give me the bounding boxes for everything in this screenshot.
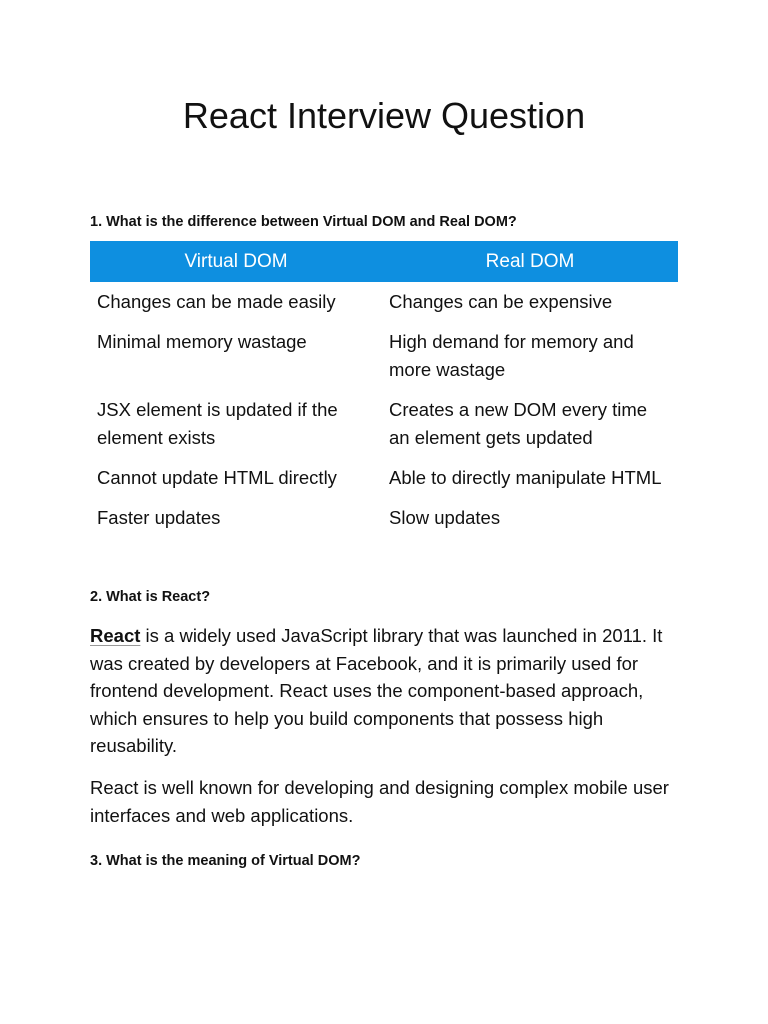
page-title: React Interview Question: [182, 95, 586, 136]
table-header-real-dom: Real DOM: [382, 241, 678, 282]
react-answer-paragraph-2: React is well known for developing and designing complex mobile user interfaces and web applications.: [90, 777, 669, 826]
table-cell: Cannot update HTML directly: [97, 467, 337, 488]
table-row: [90, 458, 678, 498]
table-row: [90, 282, 678, 322]
table-cell: Faster updates: [97, 507, 221, 528]
react-answer-text: is a widely used JavaScript library that was launched in 2011. It was created by developers at Facebook, and it is primarily used for frontend development. React uses the component-based approach, which ensures to help you build components that possess high reusability.: [90, 625, 663, 756]
table-cell: Able to directly manipulate HTML: [389, 467, 662, 488]
table-header-virtual-dom: Virtual DOM: [90, 241, 382, 282]
react-answer-paragraph-1: [90, 622, 690, 760]
question-3-heading: 3. What is the meaning of Virtual DOM?: [90, 853, 361, 869]
comparison-table: [90, 241, 678, 538]
table-cell: Slow updates: [389, 507, 501, 528]
table-cell: High demand for memory and more wastage: [389, 331, 634, 380]
table-cell: Creates a new DOM every time an element gets updated: [389, 399, 648, 448]
question-2-heading: 2. What is React?: [90, 589, 211, 605]
table-header-row: [90, 241, 678, 282]
table-row: [90, 498, 678, 538]
table-cell: JSX element is updated if the element exists: [97, 399, 338, 448]
table-row: [90, 390, 678, 458]
table-cell: Changes can be made easily: [97, 291, 336, 312]
table-cell: Minimal memory wastage: [97, 331, 307, 352]
table-cell: Changes can be expensive: [389, 291, 613, 312]
react-link-word[interactable]: React: [90, 625, 141, 646]
table-row: [90, 322, 678, 390]
question-1-heading: 1. What is the difference between Virtual DOM and Real DOM?: [90, 214, 517, 230]
